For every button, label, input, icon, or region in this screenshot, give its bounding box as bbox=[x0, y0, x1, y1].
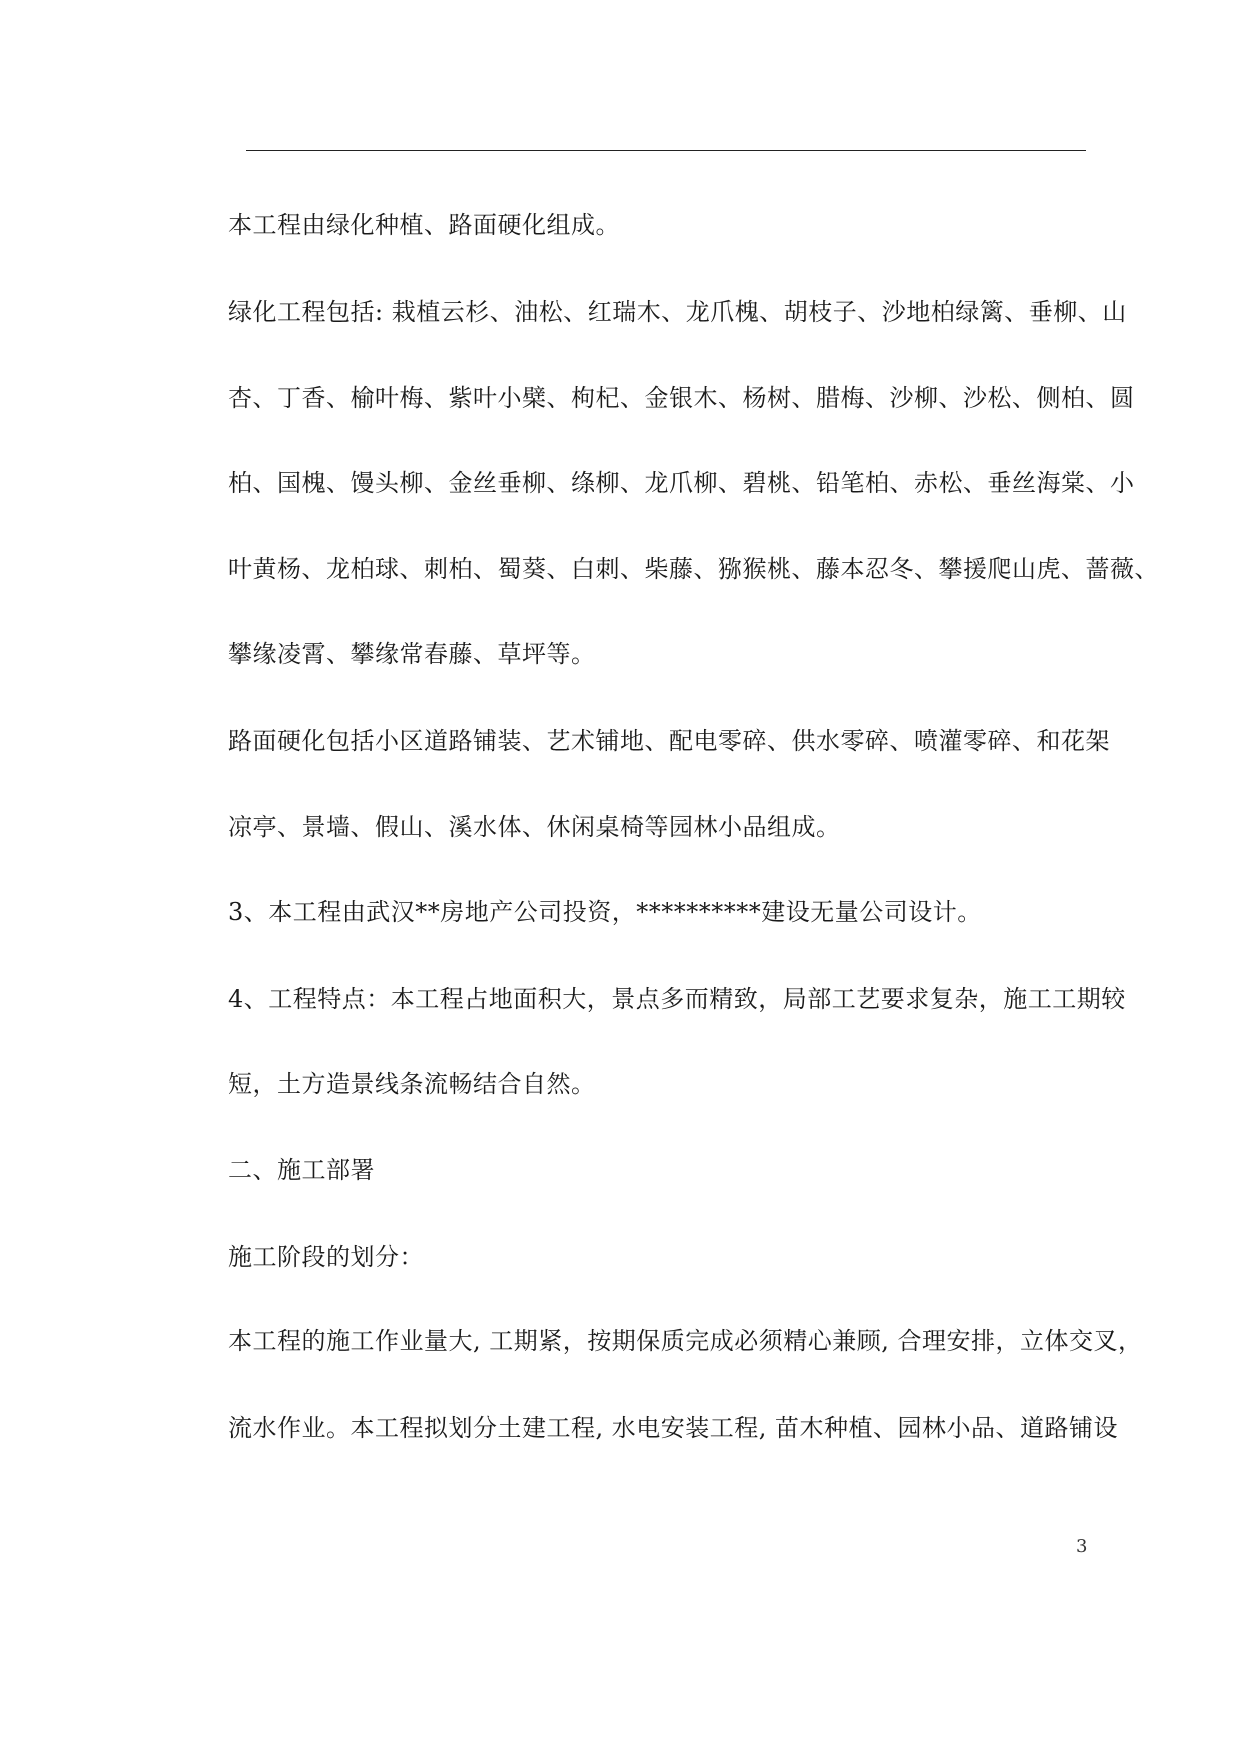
text-line: 短，土方造景线条流畅结合自然。 bbox=[228, 1070, 596, 1098]
text-line: 本工程由绿化种植、路面硬化组成。 bbox=[228, 211, 620, 239]
text-line: 3、本工程由武汉**房地产公司投资，**********建设无量公司设计。 bbox=[228, 898, 982, 926]
text-line: 杏、丁香、榆叶梅、紫叶小檗、枸杞、金银木、杨树、腊梅、沙柳、沙松、侧柏、圆 bbox=[228, 384, 1135, 412]
text-line: 4、工程特点：本工程占地面积大，景点多而精致，局部工艺要求复杂，施工工期较 bbox=[228, 985, 1126, 1013]
text-line: 叶黄杨、龙柏球、刺柏、蜀葵、白刺、柴藤、猕猴桃、藤本忍冬、攀援爬山虎、蔷薇、 bbox=[228, 555, 1159, 583]
text-line: 流水作业。本工程拟划分土建工程, 水电安装工程, 苗木种植、园林小品、道路铺设 bbox=[228, 1414, 1119, 1442]
header-rule bbox=[246, 150, 1086, 151]
text-line: 本工程的施工作业量大, 工期紧，按期保质完成必须精心兼顾, 合理安排，立体交叉， bbox=[228, 1327, 1143, 1355]
text-line: 攀缘凌霄、攀缘常春藤、草坪等。 bbox=[228, 640, 596, 668]
text-line: 柏、国槐、馒头柳、金丝垂柳、绦柳、龙爪柳、碧桃、铅笔柏、赤松、垂丝海棠、小 bbox=[228, 469, 1135, 497]
page-number: 3 bbox=[1076, 1536, 1088, 1557]
text-line: 凉亭、景墙、假山、溪水体、休闲桌椅等园林小品组成。 bbox=[228, 813, 841, 841]
text-line: 绿化工程包括: 栽植云杉、油松、红瑞木、龙爪槐、胡枝子、沙地柏绿篱、垂柳、山 bbox=[228, 298, 1127, 326]
section-heading: 二、施工部署 bbox=[228, 1156, 375, 1184]
text-line: 施工阶段的划分： bbox=[228, 1243, 424, 1271]
text-line: 路面硬化包括小区道路铺装、艺术铺地、配电零碎、供水零碎、喷灌零碎、和花架 bbox=[228, 727, 1110, 755]
